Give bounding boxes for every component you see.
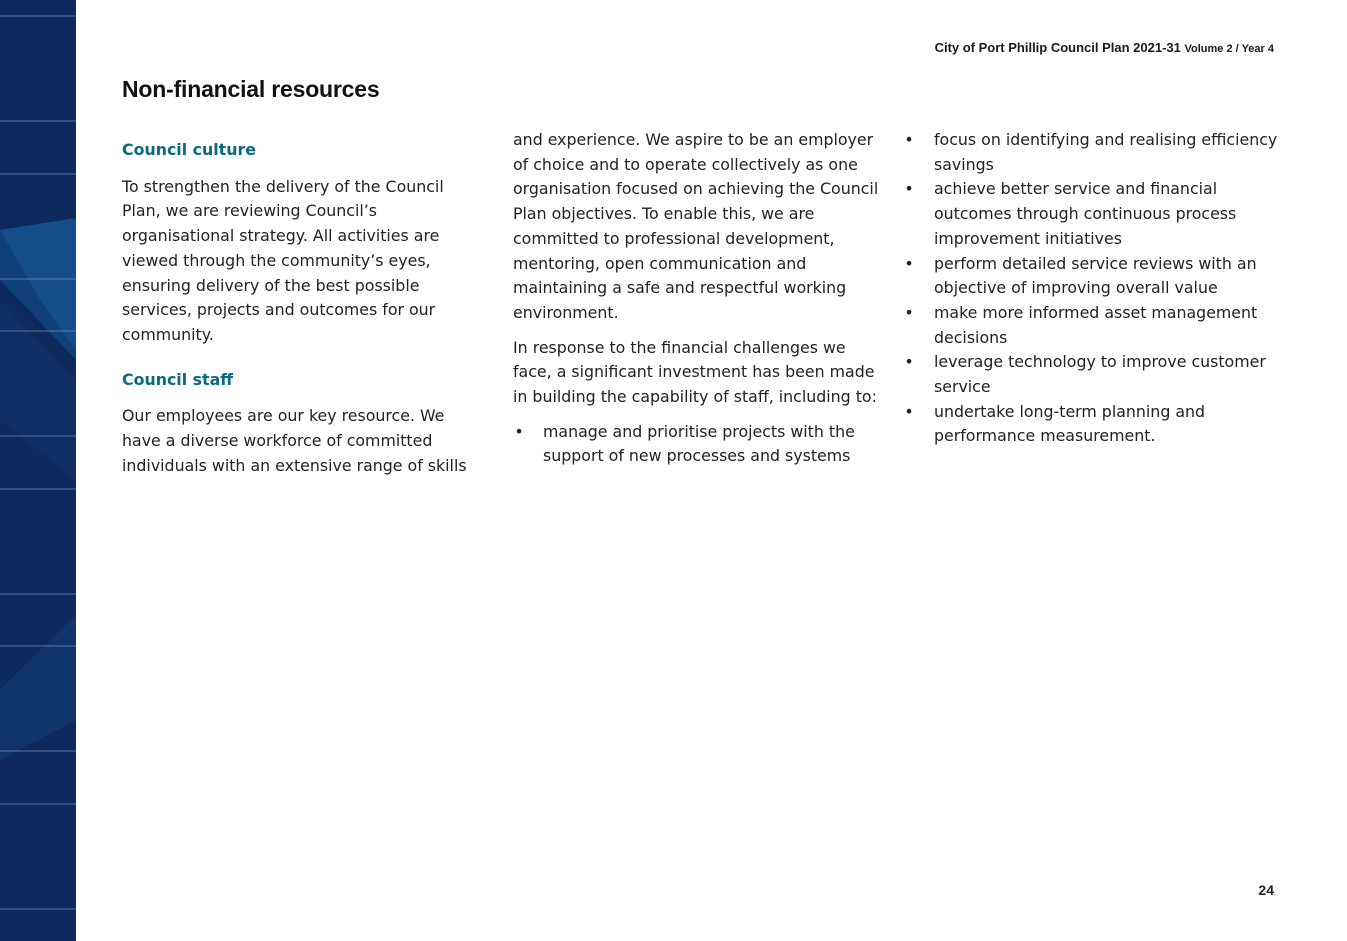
paragraph-council-staff: Our employees are our key resource. We have a diverse workforce of committed individuals with an extensive range of skills [122,406,467,475]
list-item-text: manage and prioritise projects with the support of new processes and systems [543,421,855,466]
list-item [903,350,1283,399]
text-column-2 [513,128,888,469]
paragraph-council-culture: To strengthen the delivery of the Council Plan, we are reviewing Council’s organisational strategy. All activities are viewed through the community’s eyes, ensuring delivery of the best possible services, projects and outcomes for our community. [122,176,444,344]
document-header [935,40,1274,55]
bullet-icon: • [904,401,914,421]
list-item [903,177,1283,251]
bullet-icon: • [514,421,524,441]
list-item [903,400,1283,449]
sidebar-pattern [0,0,76,941]
list-item [513,420,888,469]
header-title: City of Port Phillip Council Plan 2021-31 [934,40,1181,55]
bullet-icon: • [904,352,914,372]
page-number: 24 [1258,882,1274,898]
header-subtitle: Volume 2 / Year 4 [1184,43,1274,55]
text-column-3 [903,128,1283,449]
bullet-icon: • [904,179,914,199]
bullet-icon: • [904,302,914,322]
paragraph-staff-continued: and experience. We aspire to be an employer of choice and to operate collectively as one organisation focused on achieving the Council Plan objectives. To enable this, we are committed to professional development, mentoring, open communication and maintaining a safe and respectful working environment. [513,130,879,322]
list-item [903,301,1283,350]
bullet-icon: • [904,253,914,273]
section-heading-council-staff: Council staff [122,369,234,389]
list-item-text: make more informed asset management decisions [934,302,1258,347]
list-item [903,252,1283,301]
list-item-text: perform detailed service reviews with an objective of improving overall value [934,253,1257,298]
list-item-text: focus on identifying and realising efficiency savings [934,130,1278,174]
paragraph-financial-challenges: In response to the financial challenges we face, a significant investment has been made in building the capability of staff, including to: [513,337,877,407]
text-column-1 [122,128,482,478]
bullet-icon: • [904,130,914,149]
capability-list-continued [903,128,1283,449]
section-heading-council-culture: Council culture [122,140,256,159]
list-item [903,128,1283,177]
list-item-text: achieve better service and financial outcomes through continuous process improvement initiatives [934,179,1237,248]
decorative-sidebar [0,0,76,941]
list-item-text: undertake long-term planning and performance measurement. [934,401,1206,446]
list-item-text: leverage technology to improve customer service [934,352,1266,397]
page-title: Non-financial resources [122,76,380,102]
capability-list [513,420,888,469]
